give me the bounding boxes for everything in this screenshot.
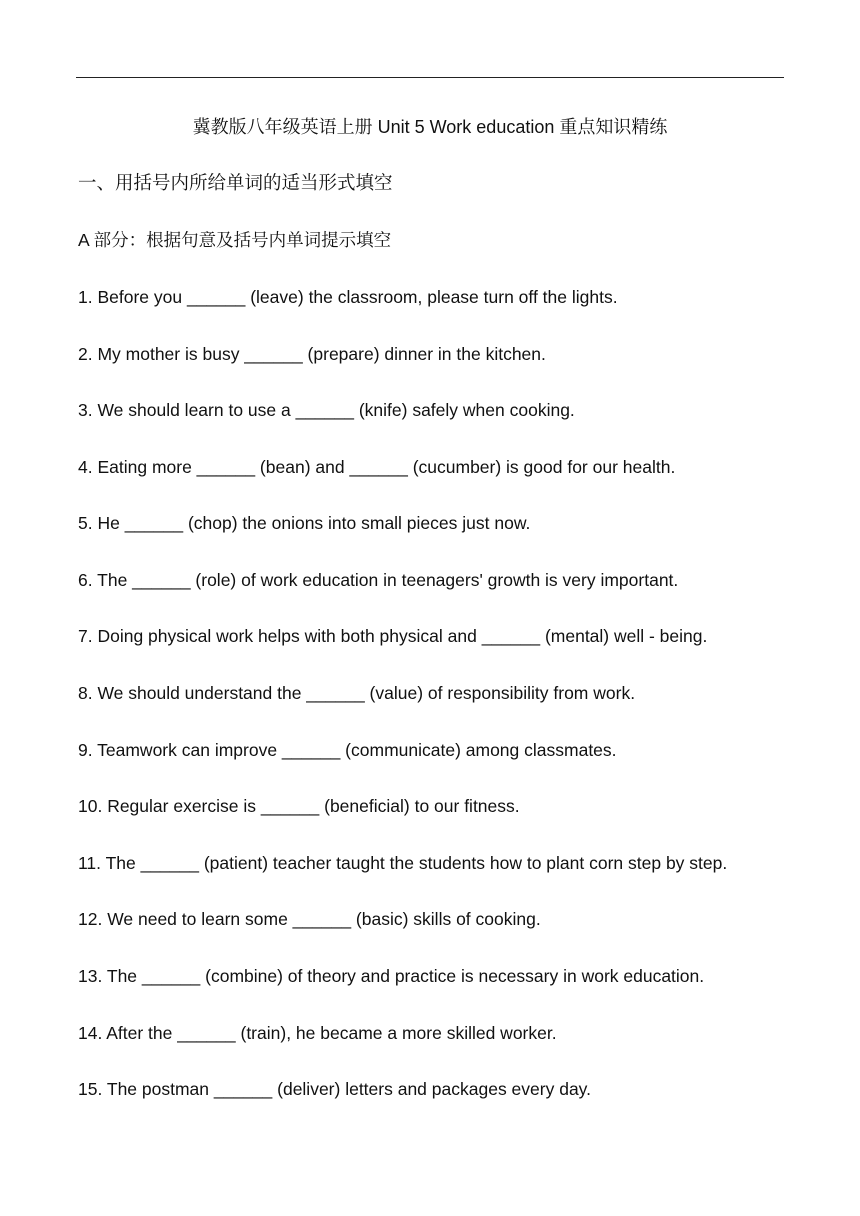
question-4: 4. Eating more ______ (bean) and ______ (cucumber) is good for our health.	[78, 457, 676, 477]
question-12: 12. We need to learn some ______ (basic) skills of cooking.	[78, 909, 541, 929]
part-heading: A 部分：根据句意及括号内单词提示填空	[78, 230, 392, 250]
question-13: 13. The ______ (combine) of theory and practice is necessary in work education.	[78, 966, 705, 986]
question-1: 1. Before you ______ (leave) the classroom, please turn off the lights.	[78, 287, 618, 307]
question-9: 9. Teamwork can improve ______ (communicate) among classmates.	[78, 740, 617, 760]
question-14: 14. After the ______ (train), he became a more skilled worker.	[78, 1023, 557, 1043]
question-3: 3. We should learn to use a ______ (knife) safely when cooking.	[78, 400, 575, 420]
question-2: 2. My mother is busy ______ (prepare) dinner in the kitchen.	[78, 344, 546, 364]
header-rule	[76, 77, 784, 78]
question-10: 10. Regular exercise is ______ (beneficial) to our fitness.	[78, 796, 520, 816]
question-5: 5. He ______ (chop) the onions into small pieces just now.	[78, 513, 531, 533]
question-8: 8. We should understand the ______ (value) of responsibility from work.	[78, 683, 636, 703]
section-heading: 一、用括号内所给单词的适当形式填空	[78, 172, 393, 193]
question-11: 11. The ______ (patient) teacher taught the students how to plant corn step by step.	[78, 853, 728, 873]
question-7: 7. Doing physical work helps with both physical and ______ (mental) well - being.	[78, 626, 708, 646]
question-6: 6. The ______ (role) of work education in teenagers' growth is very important.	[78, 570, 679, 590]
document-title: 冀教版八年级英语上册 Unit 5 Work education 重点知识精练	[192, 117, 668, 137]
question-15: 15. The postman ______ (deliver) letters and packages every day.	[78, 1079, 591, 1099]
